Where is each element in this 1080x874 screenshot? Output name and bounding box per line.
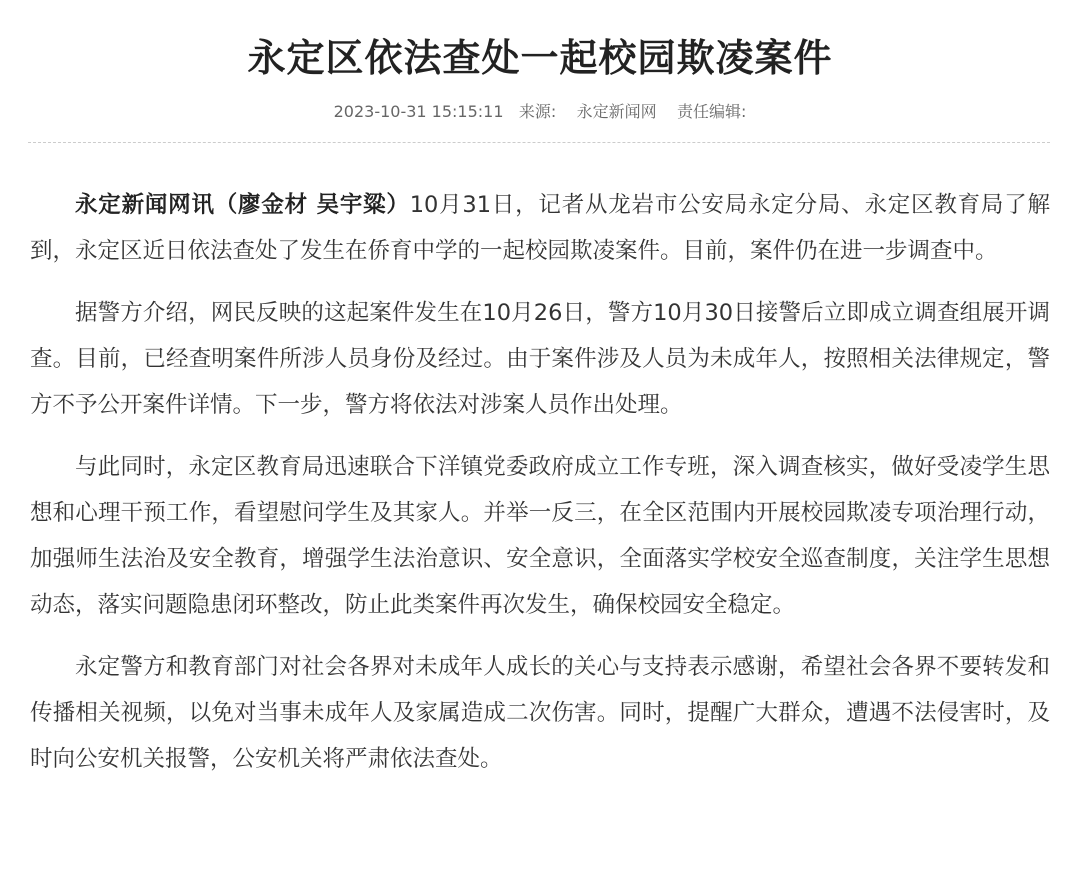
paragraph-3 <box>30 444 1050 628</box>
article-meta <box>0 100 1080 124</box>
paragraph-4 <box>30 644 1050 782</box>
paragraph-2 <box>30 290 1050 428</box>
paragraph-1 <box>30 182 1050 274</box>
paragraph-text: 永定警方和教育部门对社会各界对未成年人成长的关心与支持表示感谢，希望社会各界不要转发和传播相关视频，以免对当事未成年人及家属造成二次伤害。同时，提醒广大群众，遭遇不法侵害时，及时向公安机关报警，公安机关将严肃依法查处。 <box>30 654 1050 772</box>
paragraph-text: 与此同时，永定区教育局迅速联合下洋镇党委政府成立工作专班，深入调查核实，做好受凌学生思想和心理干预工作，看望慰问学生及其家人。并举一反三，在全区范围内开展校园欺凌专项治理行动，加强师生法治及安全教育，增强学生法治意识、安全意识，全面落实学校安全巡查制度，关注学生思想动态，落实问题隐患闭环整改，防止此类案件再次发生，确保校园安全稳定。 <box>30 454 1050 618</box>
meta-divider <box>28 142 1050 143</box>
byline: 永定新闻网讯（廖金材 吴宇粱） <box>75 192 410 218</box>
publish-datetime: 2023-10-31 15:15:11 <box>333 102 504 121</box>
article-title: 永定区依法查处一起校园欺凌案件 <box>247 36 833 80</box>
source-label: 来源: <box>518 102 557 121</box>
paragraph-text: 10月31日，记者从龙岩市公安局永定分局、永定区教育局了解到，永定区近日依法查处了发生在侨育中学的一起校园欺凌案件。目前，案件仍在进一步调查中。 <box>30 192 1050 264</box>
editor-label: 责任编辑: <box>676 102 747 121</box>
article-body <box>30 182 1050 798</box>
paragraph-text: 据警方介绍，网民反映的这起案件发生在10月26日，警方10月30日接警后立即成立调查组展开调查。目前，已经查明案件所涉人员身份及经过。由于案件涉及人员为未成年人，按照相关法律规定，警方不予公开案件详情。下一步，警方将依法对涉案人员作出处理。 <box>30 300 1050 418</box>
source-name: 永定新闻网 <box>576 102 657 121</box>
